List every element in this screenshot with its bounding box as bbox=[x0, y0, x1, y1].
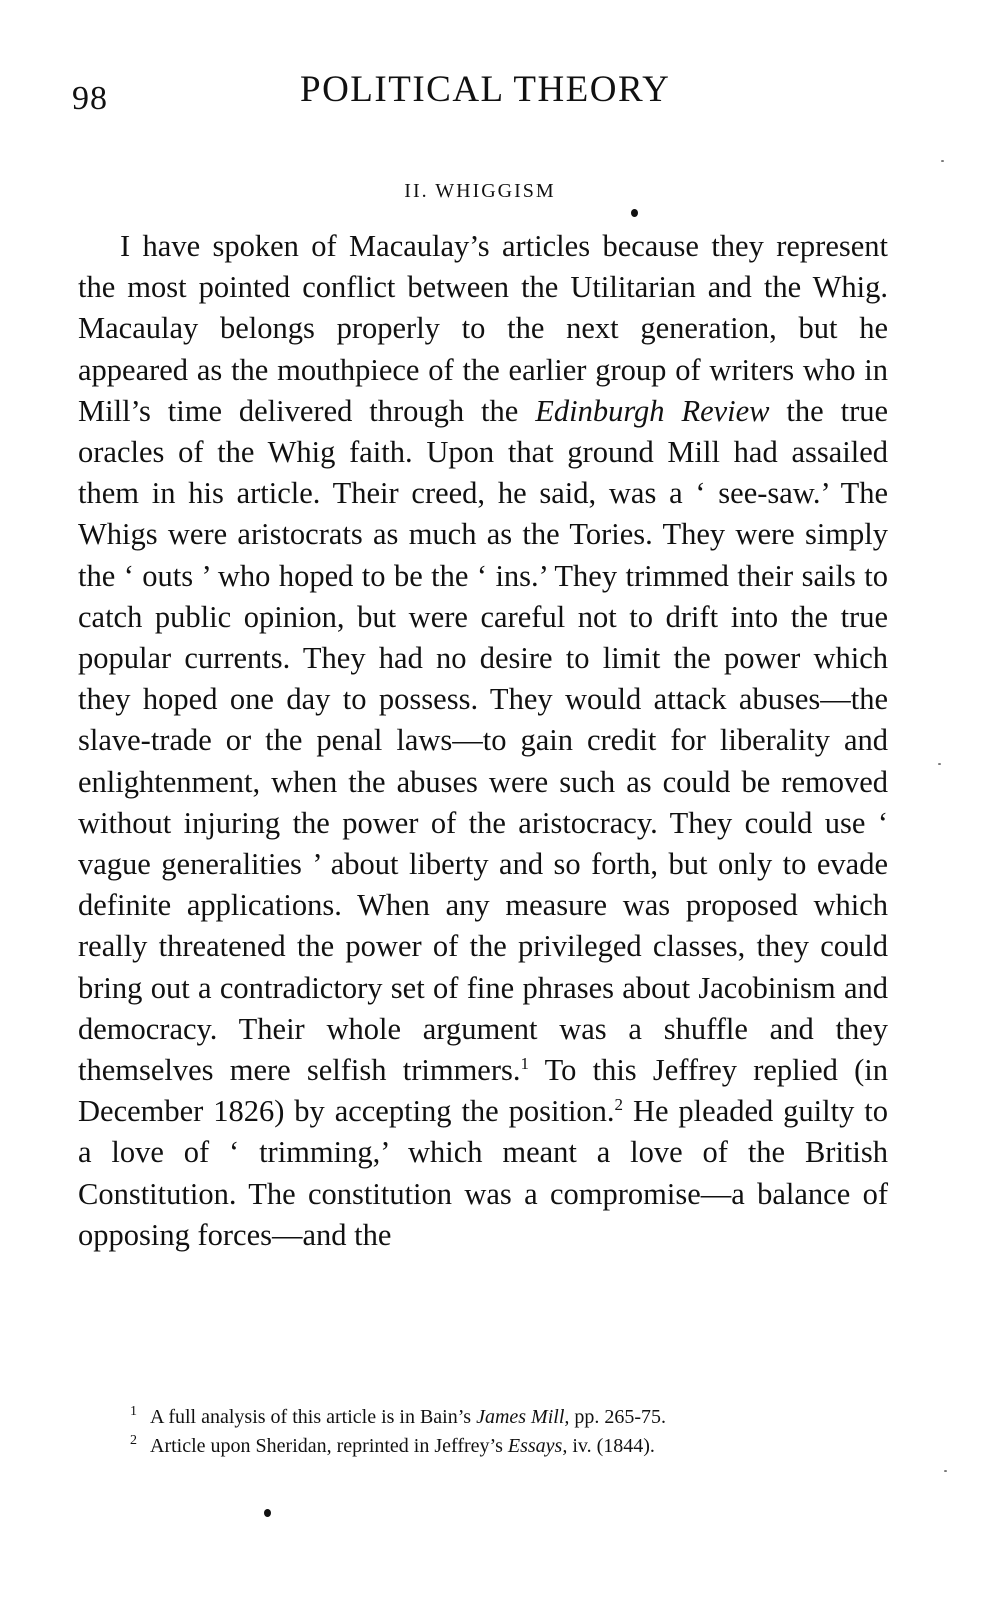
footnotes bbox=[130, 1403, 890, 1461]
section-heading: II. WHIGGISM bbox=[404, 180, 556, 202]
footnote-reference-1: 1 bbox=[520, 1053, 529, 1073]
footnote-text: iv. (1844). bbox=[567, 1435, 655, 1457]
footnote-2: 2 Article upon Sheridan, reprinted in Jeffrey’s Essays, iv. (1844). bbox=[130, 1433, 655, 1457]
italic-title-edinburgh-review: Edinburgh Review bbox=[535, 393, 770, 428]
footnote-1: 1 A full analysis of this article is in Bain’s James Mill, pp. 265-75. bbox=[130, 1404, 667, 1428]
paper-speck bbox=[938, 763, 941, 765]
paper-speck bbox=[944, 1470, 947, 1472]
footnote-text: A full analysis of this article is in Bain’s bbox=[150, 1406, 477, 1428]
ink-dot-mark bbox=[264, 1509, 271, 1517]
text-run: He pleaded guilty to a love of ‘ trimming,’ which meant a love of the British Constitution. The constitution was a compromise—a balance of opposing forces—and the bbox=[78, 1094, 888, 1252]
page-number: 98 bbox=[72, 80, 108, 117]
paper-speck bbox=[941, 160, 944, 162]
running-head bbox=[72, 68, 932, 118]
running-title: POLITICAL THEORY bbox=[300, 69, 671, 110]
text-run: the true oracles of the Whig faith. Upon that ground Mill had assailed them in his article. Their creed, he said, was a ‘ see-saw.’ The Whigs were aristocrats as much as the Tories. They were simply the ‘ outs ’ who hoped to be the ‘ ins.’ They trimmed their sails to catch public opinion, but were careful not to drift into the true popular currents. They had no desire to limit the power which they hoped one day to possess. They would attack abuses—the slave-trade or the penal laws—to gain credit for liberality and enlightenment, when the abuses were such as could be removed without injuring the power of the aristocracy. They could use ‘ vague generalities ’ about liberty and so forth, but only to evade definite applications. When any measure was proposed which really threatened the power of the privileged classes, they could bring out a contradictory set of fine phrases about Jacobinism and democracy. Their whole argument was a shuffle and they themselves mere selfish trimmers. bbox=[78, 393, 889, 1088]
footnote-italic: James Mill, bbox=[476, 1406, 570, 1428]
ink-dot-mark bbox=[631, 209, 638, 217]
footnote-reference-2: 2 bbox=[614, 1095, 624, 1115]
text-run: To this Jeffrey replied (in December 1826) by accepting the position. bbox=[78, 1053, 888, 1129]
footnote-text: Article upon Sheridan, reprinted in Jeffrey’s bbox=[150, 1435, 508, 1457]
footnote-italic: Essays, bbox=[507, 1435, 568, 1457]
paragraph bbox=[78, 226, 888, 1256]
footnote-text: pp. 265-75. bbox=[569, 1406, 667, 1428]
body-text bbox=[78, 226, 888, 1256]
text-run: I have spoken of Macaulay’s articles because they represent the most pointed conflict between the Utilitarian and the Whig. Macaulay belongs properly to the next generation, but he appeared as the mouthpiece of the earlier group of writers who in Mill’s time delivered through the bbox=[78, 229, 888, 428]
